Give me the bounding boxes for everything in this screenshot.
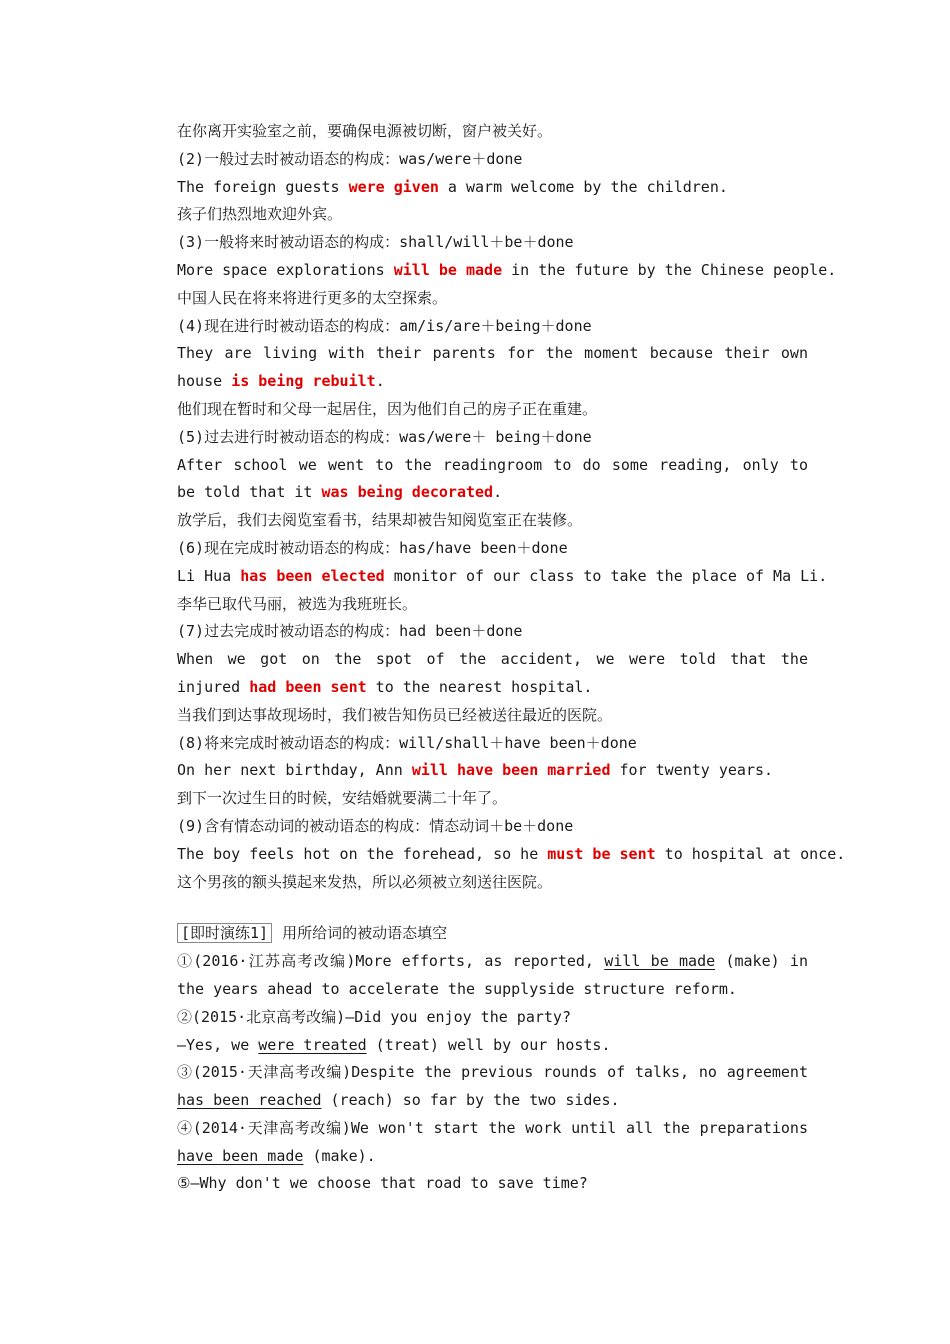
chinese-translation: 中国人民在将来将进行更多的太空探索。 <box>177 288 448 307</box>
exercise-item: ③(2015·天津高考改编)Despite the previous rounds of talks, no agreement has been reached (reach) so far by the two sides. <box>177 1063 808 1110</box>
chinese-translation: 在你离开实验室之前，要确保电源被切断，窗户被关好。 <box>177 122 553 140</box>
highlight-verb: was being decorated <box>321 483 494 502</box>
chinese-translation: 到下一次过生日的时候，安结婚就要满二十年了。 <box>177 789 508 808</box>
exercise-item: ①(2016·江苏高考改编)More efforts, as reported, will be made (make) in the years ahead to accelerate the supplyside structure reform. <box>177 952 808 998</box>
example-sentence: Li Hua has been elected monitor of our class to take the place of Ma Li. <box>177 566 828 585</box>
exercise-heading <box>144 920 808 948</box>
highlight-verb: had been sent <box>249 677 367 696</box>
example-sentence: The foreign guests were given a warm welcome by the children. <box>177 177 728 196</box>
rule-heading: (2)一般过去时被动语态的构成：was/were＋done <box>177 149 523 168</box>
answer-blank: were treated <box>258 1035 367 1054</box>
highlight-verb: has been elected <box>240 566 385 585</box>
rule-heading: (7)过去完成时被动语态的构成：had been＋done <box>177 622 523 641</box>
exercise-item: —Yes, we were treated (treat) well by our hosts. <box>177 1035 611 1054</box>
exercise-item: ②(2015·北京高考改编)—Did you enjoy the party? <box>177 1007 571 1026</box>
highlight-verb: is being rebuilt <box>231 372 376 391</box>
answer-blank: have been made <box>177 1146 304 1165</box>
highlight-verb: must be sent <box>547 844 656 863</box>
highlight-verb: will have been married <box>411 761 611 780</box>
chinese-translation: 李华已取代马丽，被选为我班班长。 <box>177 594 418 613</box>
rule-heading: (3)一般将来时被动语态的构成：shall/will＋be＋done <box>177 233 574 252</box>
example-sentence: The boy feels hot on the forehead, so he must be sent to hospital at once. <box>177 844 846 863</box>
example-sentence: After school we went to the readingroom to do some reading, only to be told that it was being decorated. <box>177 455 808 502</box>
example-sentence: When we got on the spot of the accident, we were told that the injured had been sent to the nearest hospital. <box>177 650 808 696</box>
chinese-translation: 这个男孩的额头摸起来发热，所以必须被立刻送往医院。 <box>177 872 553 891</box>
example-sentence: On her next birthday, Ann will have been married for twenty years. <box>177 761 774 780</box>
exercise-tag: [即时演练1] <box>177 923 272 943</box>
chinese-translation: 当我们到达事故现场时，我们被告知伤员已经被送往最近的医院。 <box>177 705 613 724</box>
rule-heading: (6)现在完成时被动语态的构成：has/have been＋done <box>177 538 568 557</box>
example-sentence: More space explorations will be made in the future by the Chinese people. <box>177 260 837 279</box>
rule-heading: (4)现在进行时被动语态的构成：am/is/are＋being＋done <box>177 316 592 335</box>
exercise-item: ⑤—Why don't we choose that road to save time? <box>177 1174 588 1193</box>
rule-heading: (5)过去进行时被动语态的构成：was/were＋ being＋done <box>177 427 592 446</box>
answer-blank: has been reached <box>177 1091 322 1110</box>
exercise-title: 用所给词的被动语态填空 <box>282 924 448 943</box>
rule-heading: (9)含有情态动词的被动语态的构成：情态动词＋be＋done <box>177 816 574 835</box>
example-sentence: They are living with their parents for the moment because their own house is being rebuilt. <box>177 344 808 391</box>
exercise-item: ④(2014·天津高考改编)We won't start the work until all the preparations have been made (make). <box>177 1118 808 1165</box>
chinese-translation: 孩子们热烈地欢迎外宾。 <box>177 205 343 224</box>
section-gap <box>144 896 808 920</box>
highlight-verb: will be made <box>393 260 503 279</box>
chinese-translation: 放学后，我们去阅览室看书，结果却被告知阅览室正在装修。 <box>177 511 583 530</box>
highlight-verb: were given <box>348 177 439 196</box>
document-page <box>144 118 846 1198</box>
answer-blank: will be made <box>604 952 716 971</box>
chinese-translation: 他们现在暂时和父母一起居住，因为他们自己的房子正在重建。 <box>177 399 598 418</box>
rule-heading: (8)将来完成时被动语态的构成：will/shall＋have been＋done <box>177 733 637 752</box>
